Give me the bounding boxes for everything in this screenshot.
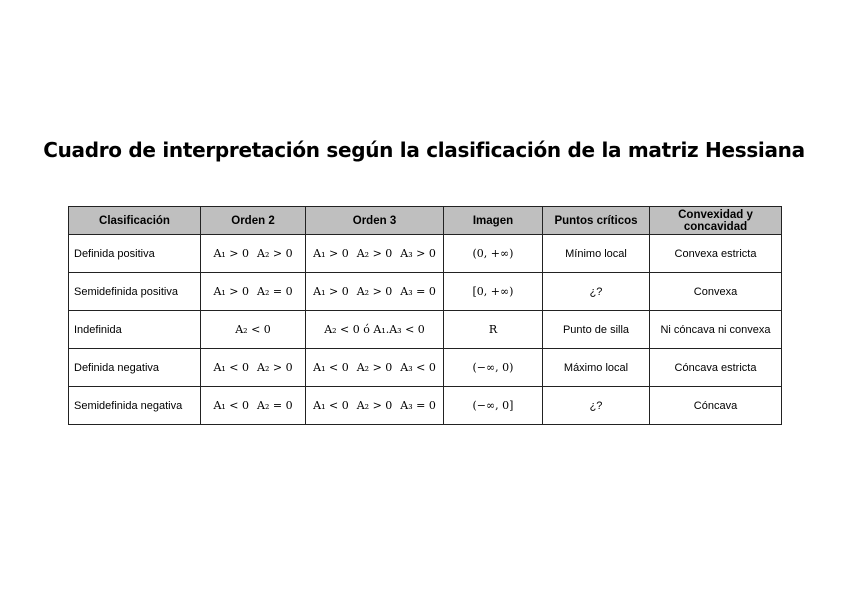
cell-puntos-criticos: Mínimo local: [543, 235, 650, 273]
cell-convexidad: Cóncava estricta: [650, 349, 782, 387]
page-title: Cuadro de interpretación según la clasificación de la matriz Hessiana: [43, 138, 805, 162]
condition: A₂ > 0: [257, 361, 293, 374]
condition: A₂ < 0 ó A₁.A₃ < 0: [324, 323, 425, 336]
condition: A₁ < 0: [313, 361, 349, 374]
cell-puntos-criticos: ¿?: [543, 387, 650, 425]
table-row: [69, 387, 782, 425]
cell-orden-2: [201, 235, 306, 273]
condition: A₃ = 0: [400, 399, 436, 412]
condition: A₂ = 0: [257, 399, 293, 412]
condition: A₃ > 0: [400, 247, 436, 260]
cell-puntos-criticos: ¿?: [543, 273, 650, 311]
condition: A₁ > 0: [313, 285, 349, 298]
header-imagen: Imagen: [444, 207, 543, 235]
cell-clasificacion: Indefinida: [69, 311, 201, 349]
header-convexidad: Convexidad y concavidad: [650, 207, 782, 235]
condition: A₁ < 0: [213, 361, 249, 374]
table-header-row: [69, 207, 782, 235]
header-orden-3: Orden 3: [306, 207, 444, 235]
cell-convexidad: Ni cóncava ni convexa: [650, 311, 782, 349]
cell-convexidad: Cóncava: [650, 387, 782, 425]
condition: A₂ > 0: [356, 361, 393, 374]
cell-clasificacion: Semidefinida negativa: [69, 387, 201, 425]
cell-clasificacion: Definida positiva: [69, 235, 201, 273]
cell-puntos-criticos: Punto de silla: [543, 311, 650, 349]
cell-orden-3: [306, 311, 444, 349]
table-row: [69, 349, 782, 387]
cell-orden-2: [201, 273, 306, 311]
condition: A₂ > 0: [356, 285, 393, 298]
condition: A₃ = 0: [400, 285, 436, 298]
header-orden-2: Orden 2: [201, 207, 306, 235]
condition: A₁ > 0: [313, 247, 349, 260]
table-row: [69, 311, 782, 349]
cell-orden-3: [306, 349, 444, 387]
cell-puntos-criticos: Máximo local: [543, 349, 650, 387]
header-puntos-criticos: Puntos críticos: [543, 207, 650, 235]
cell-orden-2: [201, 311, 306, 349]
table-row: [69, 235, 782, 273]
table-body: [69, 235, 782, 425]
cell-orden-3: [306, 387, 444, 425]
cell-imagen: (−∞, 0): [444, 349, 543, 387]
hessian-interpretation-table: [68, 206, 782, 425]
condition: A₂ > 0: [356, 247, 393, 260]
cell-imagen: (0, +∞): [444, 235, 543, 273]
cell-orden-2: [201, 349, 306, 387]
cell-imagen: [0, +∞): [444, 273, 543, 311]
condition: A₃ < 0: [400, 361, 436, 374]
condition: A₂ < 0: [235, 323, 271, 336]
header-clasificacion: Clasificación: [69, 207, 201, 235]
table-row: [69, 273, 782, 311]
cell-convexidad: Convexa estricta: [650, 235, 782, 273]
cell-imagen: R: [444, 311, 543, 349]
cell-orden-3: [306, 273, 444, 311]
condition: A₁ > 0: [213, 247, 249, 260]
condition: A₂ = 0: [257, 285, 293, 298]
condition: A₂ > 0: [356, 399, 393, 412]
condition: A₂ > 0: [257, 247, 293, 260]
cell-clasificacion: Semidefinida positiva: [69, 273, 201, 311]
cell-imagen: (−∞, 0]: [444, 387, 543, 425]
cell-orden-3: [306, 235, 444, 273]
condition: A₁ < 0: [313, 399, 349, 412]
condition: A₁ < 0: [213, 399, 249, 412]
condition: A₁ > 0: [213, 285, 249, 298]
cell-clasificacion: Definida negativa: [69, 349, 201, 387]
cell-orden-2: [201, 387, 306, 425]
cell-convexidad: Convexa: [650, 273, 782, 311]
